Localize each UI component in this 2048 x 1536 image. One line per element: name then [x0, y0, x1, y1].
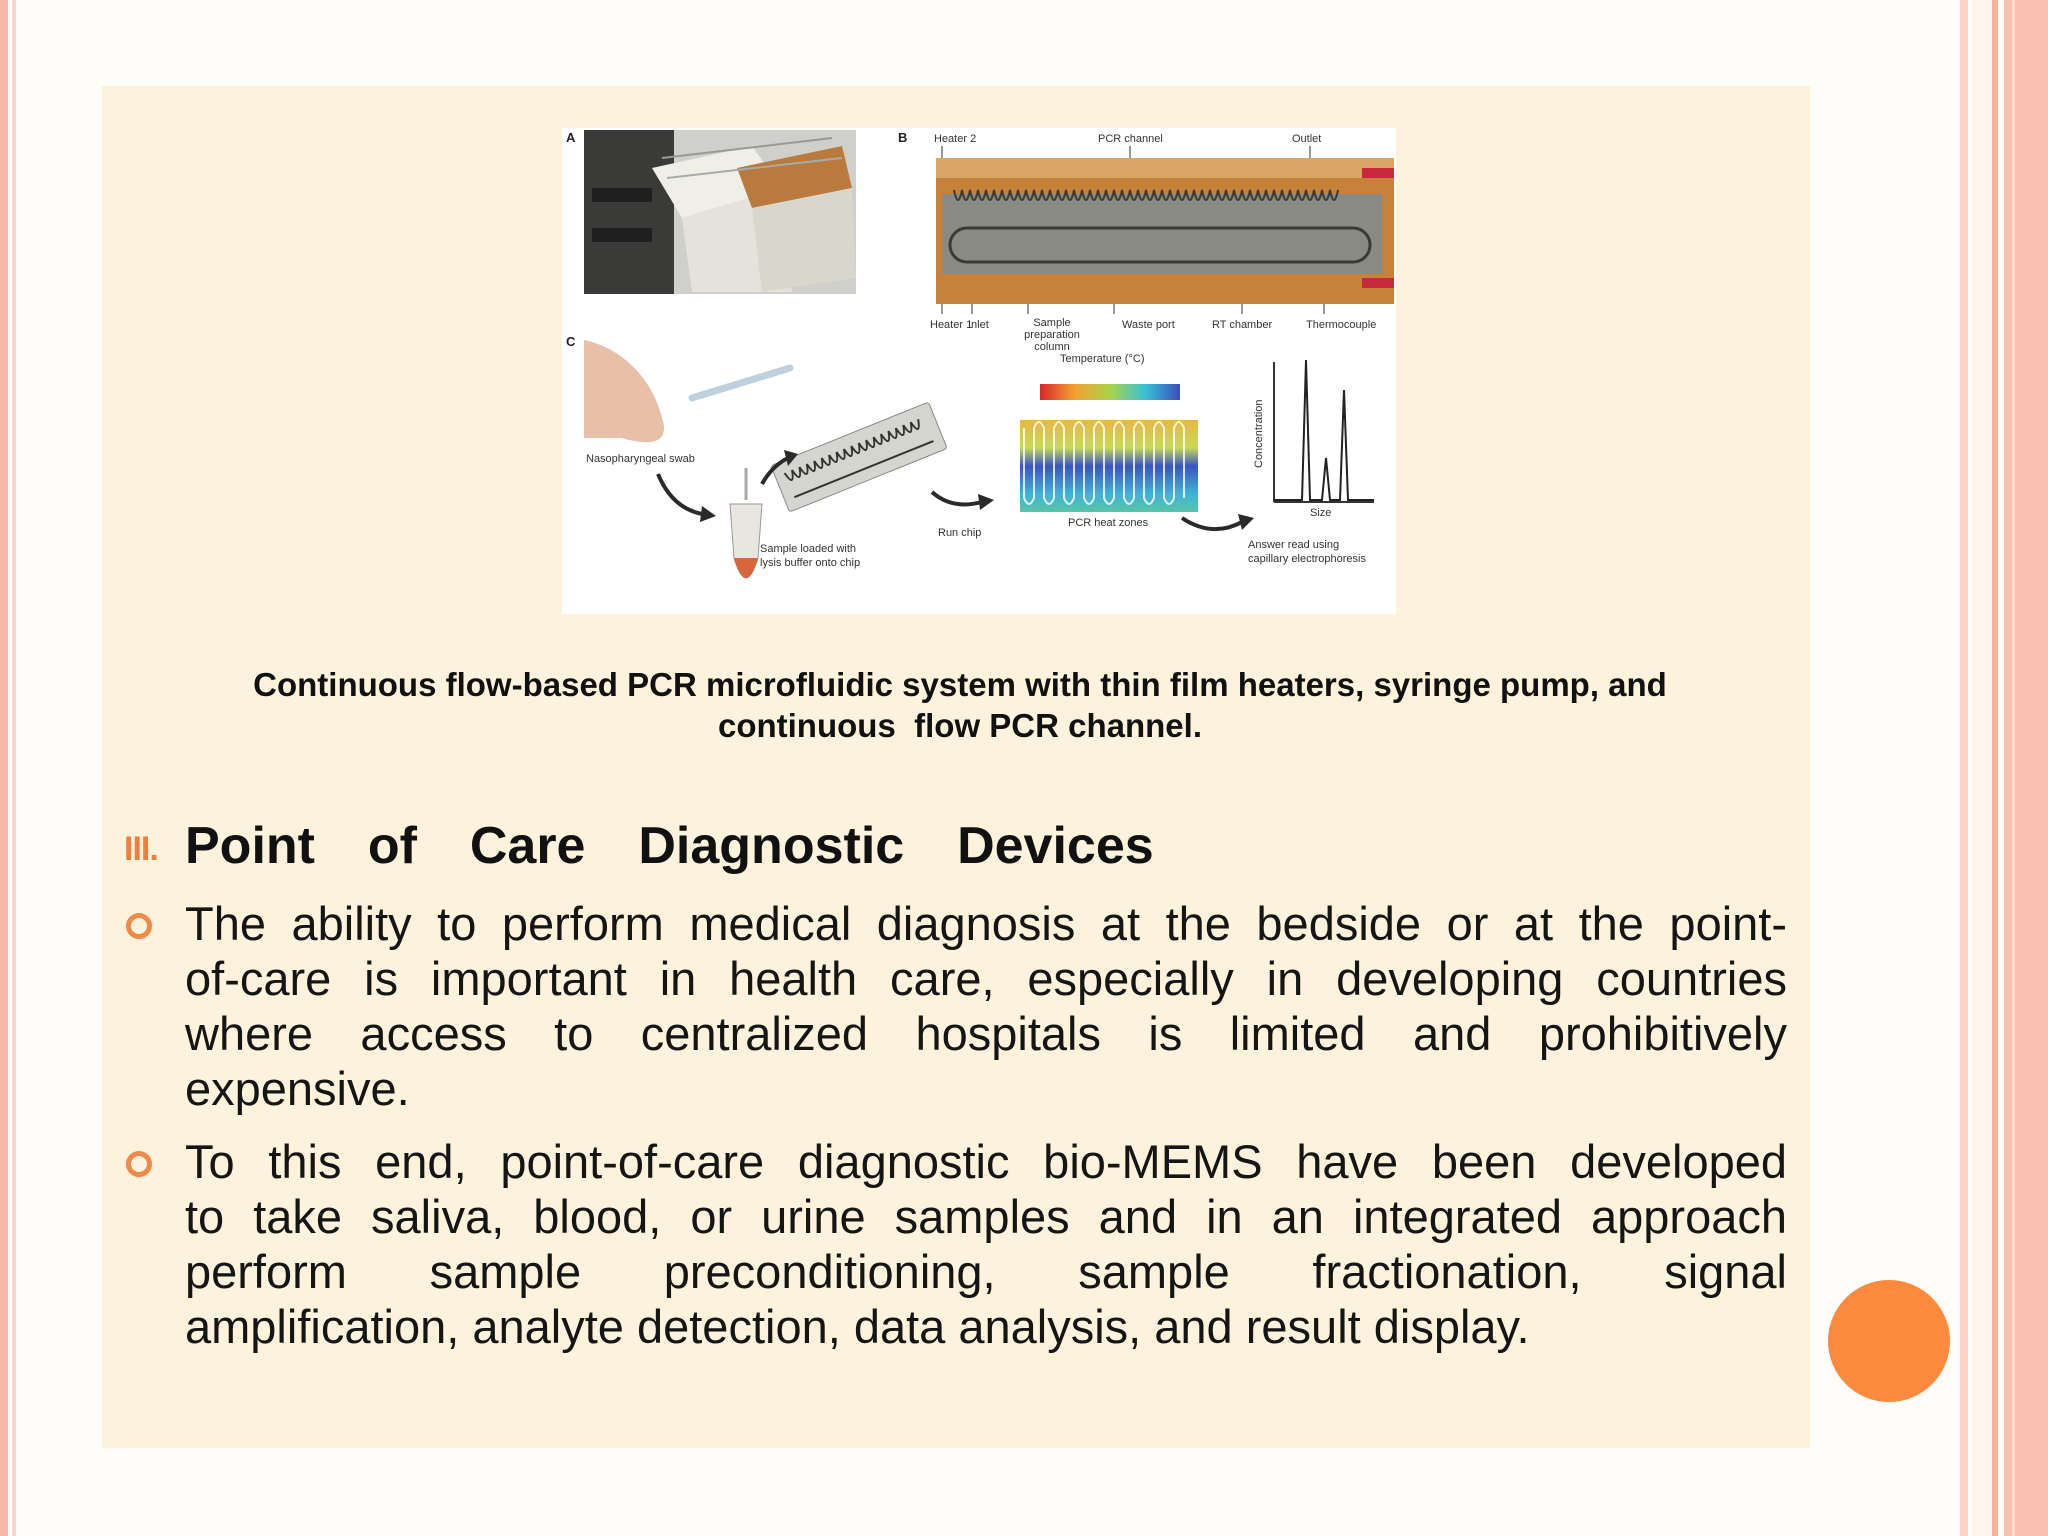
bullet-line: amplification, analyte detection, data analysis, and result display. — [185, 1300, 1530, 1353]
section-heading — [120, 816, 1800, 878]
label-size: Size — [1310, 507, 1332, 519]
pcr-chip — [930, 133, 1394, 353]
bullet-ring-icon — [126, 913, 152, 939]
nose-illustration — [584, 340, 664, 442]
bullet-line: perform sample preconditioning, sample fractionation, signal — [185, 1245, 1787, 1298]
left-border-line — [0, 0, 8, 1536]
bullet-ring-icon — [126, 1151, 152, 1177]
electropherogram-plot — [1253, 360, 1374, 519]
label-sample-prep: Sample — [1033, 317, 1071, 329]
decorative-orange-circle — [1828, 1280, 1950, 1402]
figure-caption — [140, 664, 1780, 746]
chip-icon — [771, 402, 947, 512]
label-rt-chamber: RT chamber — [1212, 319, 1273, 331]
pcr-system-figure — [562, 128, 1396, 614]
caption-line: Continuous flow-based PCR microfluidic system with thin film heaters, syringe pump, and — [253, 666, 1667, 703]
right-stripe-gap — [1972, 0, 1992, 1536]
label-concentration: Concentration — [1253, 399, 1265, 468]
panel-label-c: C — [566, 334, 576, 349]
label-answer: Answer read using — [1248, 539, 1340, 551]
right-stripe-thin — [1992, 0, 1998, 1536]
panel-label-a: A — [566, 130, 576, 145]
arrow-icon — [1182, 518, 1242, 529]
right-stripe-highlight — [2012, 0, 2015, 1536]
label-sample-loaded: Sample loaded with — [760, 543, 857, 555]
label-run-chip: Run chip — [938, 527, 982, 539]
device-photo — [584, 130, 856, 294]
label-sample-loaded-2: lysis buffer onto chip — [760, 557, 861, 569]
label-thermocouple: Thermocouple — [1306, 319, 1377, 331]
swab-icon — [692, 368, 790, 398]
label-sample-prep-2: preparation — [1024, 329, 1080, 341]
arrow-icon — [932, 492, 982, 504]
label-heat-zones: PCR heat zones — [1068, 517, 1149, 529]
heat-zones-map — [1020, 420, 1198, 512]
right-stripe — [1960, 0, 1968, 1536]
section-number: III. — [124, 830, 158, 868]
bullet-line: of-care is important in health care, especially in developing countries — [185, 952, 1787, 1005]
right-stripe-wide — [2004, 0, 2048, 1536]
bullet-line: where access to centralized hospitals is limited and prohibitively — [185, 1007, 1787, 1060]
label-heater1: Heater 1 — [930, 319, 973, 331]
temperature-scale — [1040, 384, 1180, 400]
label-waste-port: Waste port — [1122, 319, 1175, 331]
bullet-line: To this end, point-of-care diagnostic bio-MEMS have been developed — [185, 1135, 1787, 1188]
bullet-line: The ability to perform medical diagnosis at the bedside or at the point- — [185, 897, 1787, 950]
bullet-text — [185, 1134, 1787, 1354]
arrow-icon — [658, 474, 702, 514]
bullet-text — [185, 896, 1787, 1116]
diagnostic-workflow — [584, 340, 1374, 578]
section-title: Point of Care Diagnostic Devices — [185, 817, 1154, 875]
left-border-line-thin — [12, 0, 16, 1536]
label-heater2: Heater 2 — [934, 133, 977, 145]
label-sample-prep-3: column — [1034, 341, 1070, 353]
label-answer-2: capillary electrophoresis — [1248, 553, 1366, 565]
label-temperature: Temperature (°C) — [1060, 353, 1145, 365]
label-swab: Nasopharyngeal swab — [586, 453, 695, 465]
label-inlet: Inlet — [968, 319, 989, 331]
bullet-line: expensive. — [185, 1062, 410, 1115]
panel-label-b: B — [898, 130, 908, 145]
label-pcr-channel: PCR channel — [1098, 133, 1163, 145]
label-outlet: Outlet — [1292, 133, 1322, 145]
caption-line: continuous flow PCR channel. — [717, 707, 1202, 744]
bullet-line: to take saliva, blood, or urine samples and in an integrated approach — [185, 1190, 1787, 1243]
